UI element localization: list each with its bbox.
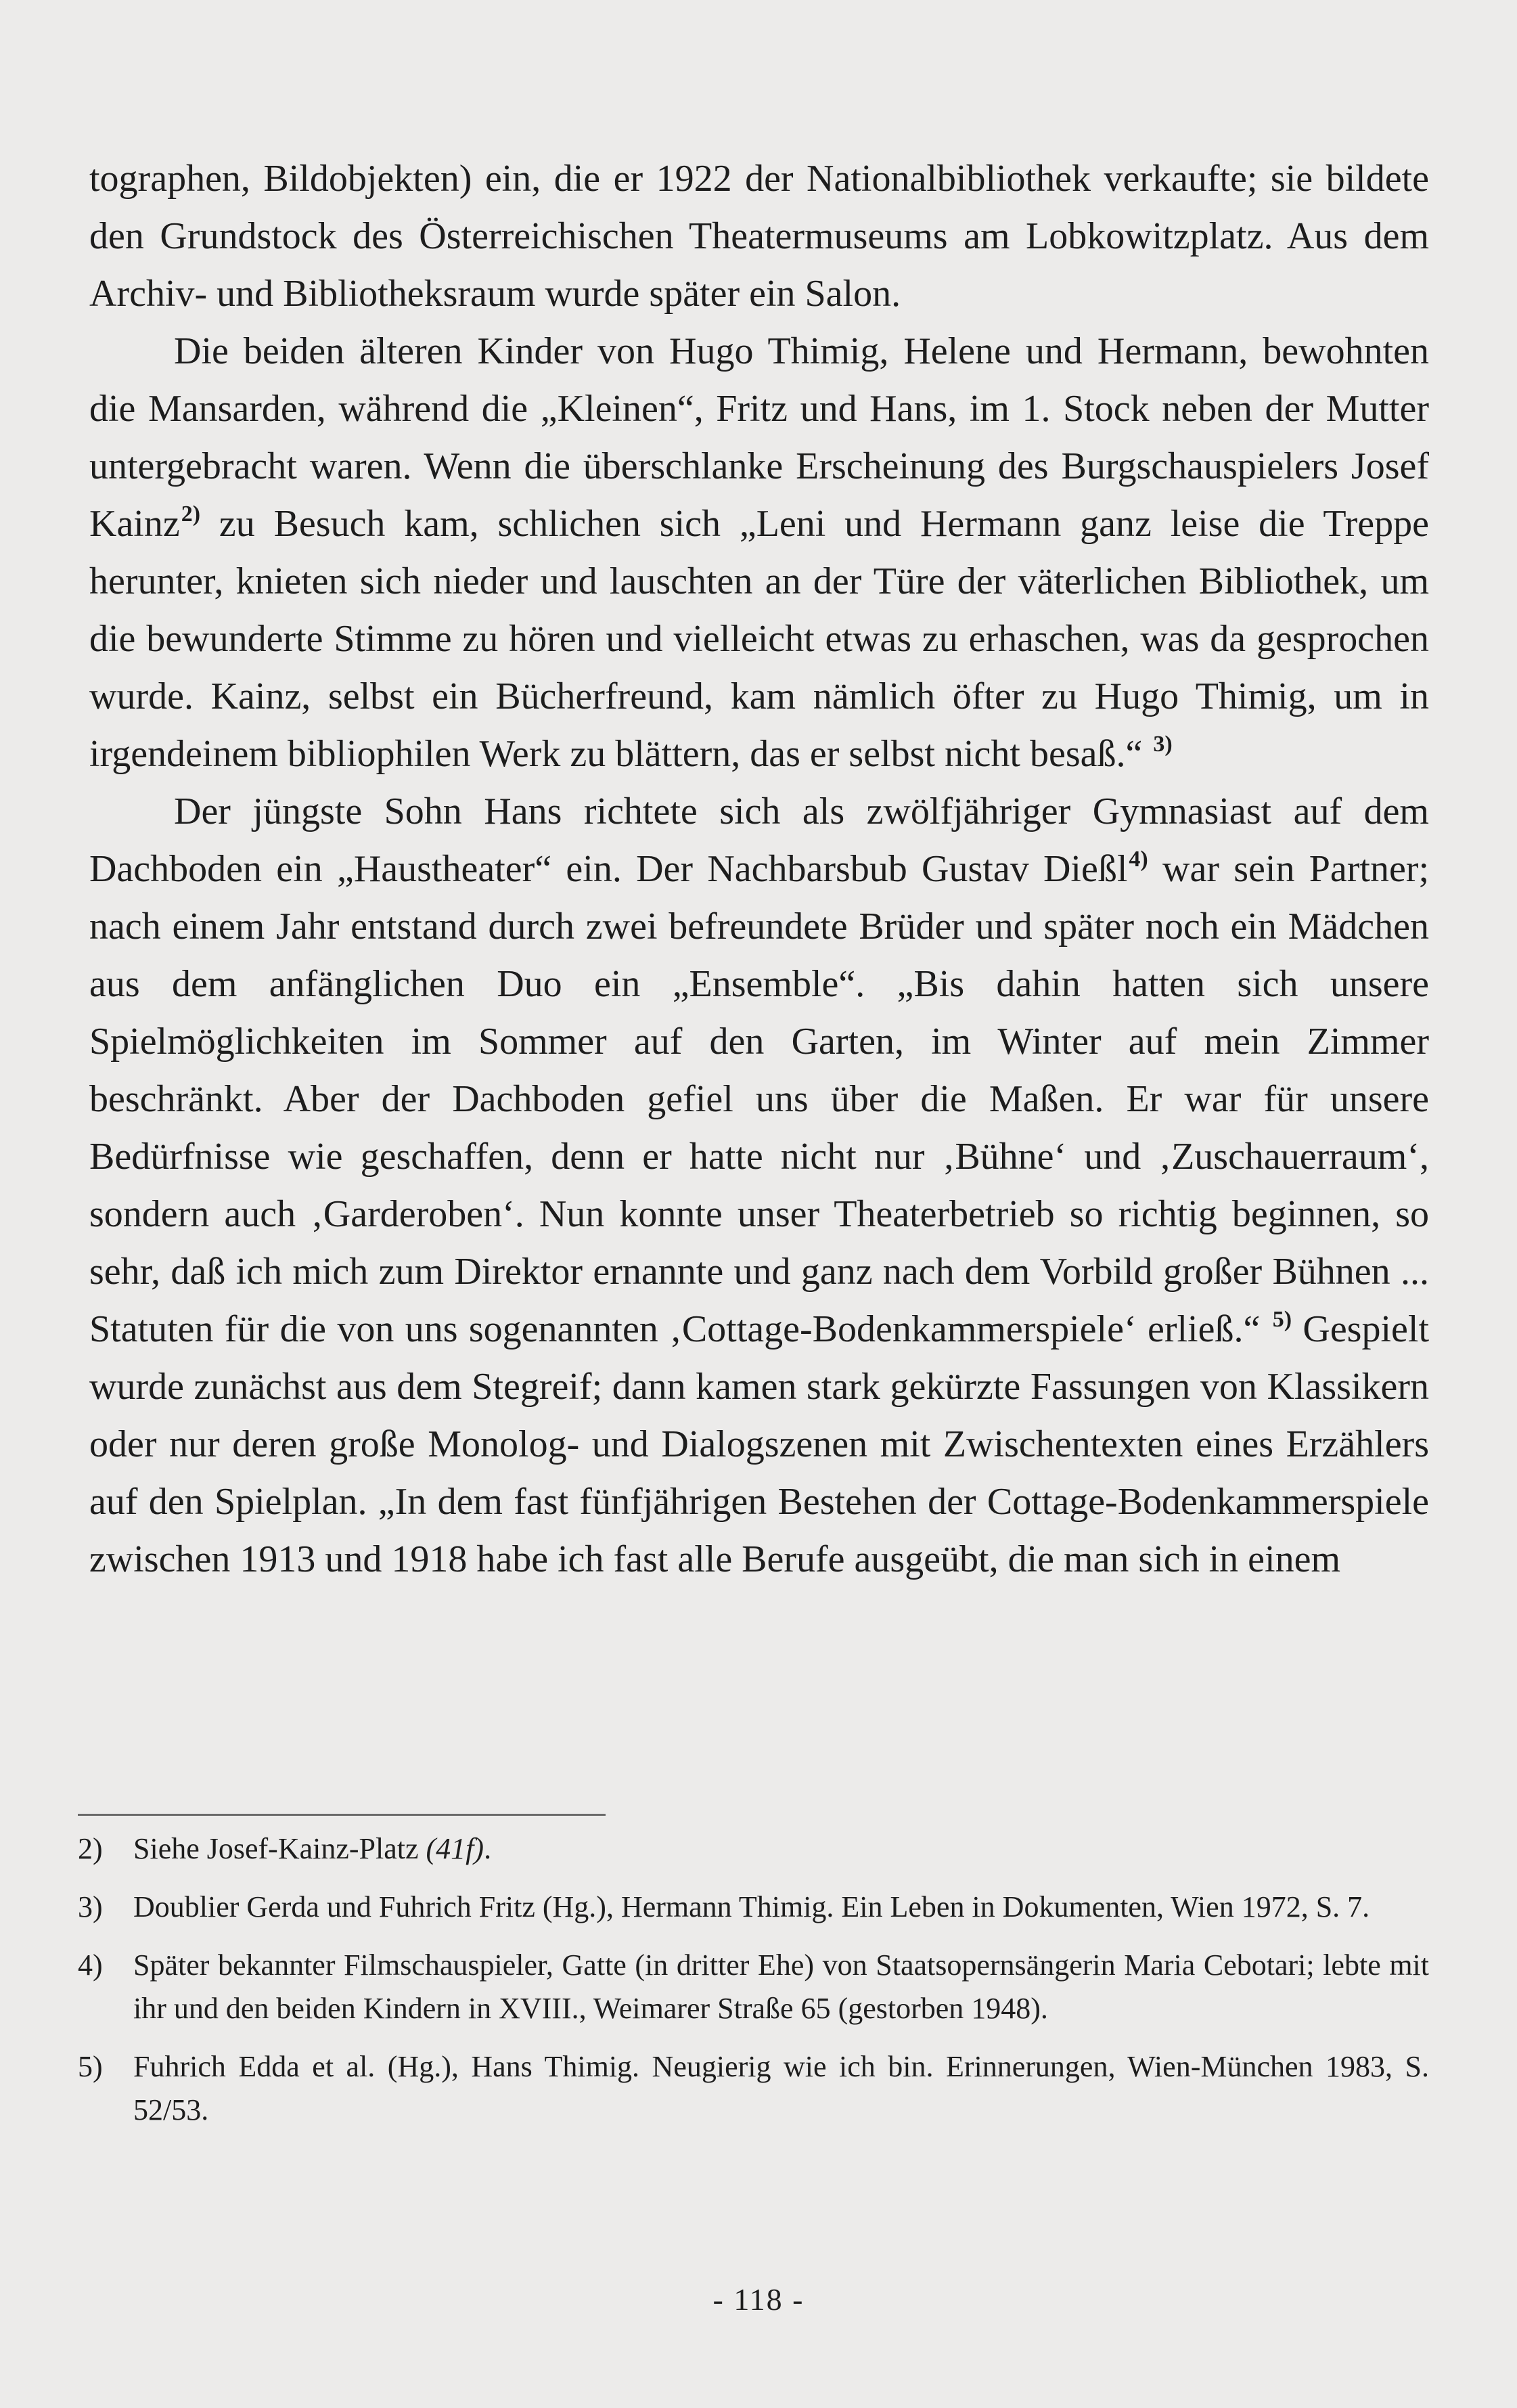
footnote-text: Später bekannter Filmschauspieler, Gatte (in dritter Ehe) von Staatsopernsängerin Maria Cebotari; lebte mit ihr und den beiden Kindern in XVIII., Weimarer Straße 65 (gestorben 1948). bbox=[133, 1948, 1429, 2025]
footnote-text: Doublier Gerda und Fuhrich Fritz (Hg.), Hermann Thimig. Ein Leben in Dokumenten, Wien 1972, S. 7. bbox=[133, 1890, 1370, 1923]
footnote-number: 3) bbox=[78, 1890, 103, 1923]
footnote-text: Fuhrich Edda et al. (Hg.), Hans Thimig. Neugierig wie ich bin. Erinnerungen, Wien-München 1983, S. 52/53. bbox=[133, 2050, 1429, 2126]
footnote-item bbox=[78, 2045, 1429, 2132]
paragraph-2 bbox=[89, 323, 1429, 783]
footnote-divider bbox=[78, 1814, 606, 1816]
footnote-item bbox=[78, 1944, 1429, 2030]
footnote-number: 5) bbox=[78, 2050, 103, 2083]
paragraph-2-text-b: zu Besuch kam, schlichen sich „Leni und Hermann ganz leise die Treppe herunter, knieten sich nieder und lauschten an der Türe der väterlichen Bibliothek, um die bewunderte Stimme zu hören und vielleicht etwas zu erhaschen, was da gesprochen wurde. Kainz, selbst ein Bücherfreund, kam nämlich öfter zu Hugo Thimig, um in irgendeinem bibliophilen Werk zu blättern, das er selbst nicht besaß.“ bbox=[89, 503, 1429, 775]
footnote-ref-4: 4) bbox=[1129, 847, 1148, 872]
footnote-ref-3: 3) bbox=[1153, 732, 1173, 757]
footnote-text bbox=[133, 1827, 1429, 1871]
paragraph-1 bbox=[89, 150, 1429, 323]
footnote-number: 2) bbox=[78, 1832, 103, 1865]
footnote-number: 4) bbox=[78, 1948, 103, 1982]
paragraph-3-text-b: war sein Partner; nach einem Jahr entstand durch zwei befreundete Brüder und später noch ein Mädchen aus dem anfänglichen Duo ein „Ensemble“. „Bis dahin hatten sich unsere Spielmöglichkeiten im Sommer auf den Garten, im Winter auf mein Zimmer beschränkt. Aber der Dachboden gefiel uns über die Maßen. Er war für unsere Bedürfnisse wie geschaffen, denn er hatte nicht nur ‚Bühne‘ und ‚Zuschauerraum‘, sondern auch ‚Garderoben‘. Nun konnte unser Theaterbetrieb so richtig beginnen, so sehr, daß ich mich zum Direktor ernannte und ganz nach dem Vorbild großer Bühnen ... Statuten für die von uns sogenannten ‚Cottage-Bodenkammerspiele‘ erließ.“ bbox=[89, 848, 1429, 1350]
page-number: - 118 - bbox=[712, 2282, 805, 2317]
main-text bbox=[89, 150, 1429, 1588]
footnote-item bbox=[78, 1886, 1429, 1929]
paragraph-3-text-c: Gespielt wurde zunächst aus dem Stegreif; dann kamen stark gekürzte Fassungen von Klassikern oder nur deren große Monolog- und Dialogszenen mit Zwischentexten eines Erzählers auf den Spielplan. „In dem fast fünfjährigen Bestehen der Cottage-Bodenkammerspiele zwischen 1913 und 1918 habe ich fast alle Berufe ausgeübt, die man sich in einem bbox=[89, 1308, 1430, 1580]
paragraph-1-text: tographen, Bildobjekten) ein, die er 1922 der Nationalbibliothek verkaufte; sie bildete den Grundstock des Österreichischen Theatermuseums am Lobkowitzplatz. Aus dem Archiv- und Bibliotheksraum wurde später ein Salon. bbox=[89, 158, 1429, 315]
footnote-cross-reference: (41f) bbox=[426, 1832, 484, 1865]
footnote-ref-5: 5) bbox=[1272, 1307, 1292, 1332]
footnote-text-main: Siehe Josef-Kainz-Platz bbox=[133, 1832, 426, 1865]
paragraph-3 bbox=[89, 783, 1429, 1588]
footnote-text-end: . bbox=[484, 1832, 492, 1865]
footnotes bbox=[78, 1827, 1429, 2147]
footnote-item bbox=[78, 1827, 1429, 1871]
paragraph-3-text-a: Der jüngste Sohn Hans richtete sich als zwölfjähriger Gymnasiast auf dem Dachboden ein „Haustheater“ ein. Der Nachbarsbub Gustav Dießl bbox=[89, 790, 1429, 890]
footnote-ref-2: 2) bbox=[181, 501, 201, 527]
paragraph-2-text-a: Die beiden älteren Kinder von Hugo Thimig, Helene und Hermann, bewohnten die Mansarden, während die „Kleinen“, Fritz und Hans, im 1. Stock neben der Mutter untergebracht waren. Wenn die überschlanke Erscheinung des Burgschauspielers Josef Kainz bbox=[89, 330, 1429, 545]
